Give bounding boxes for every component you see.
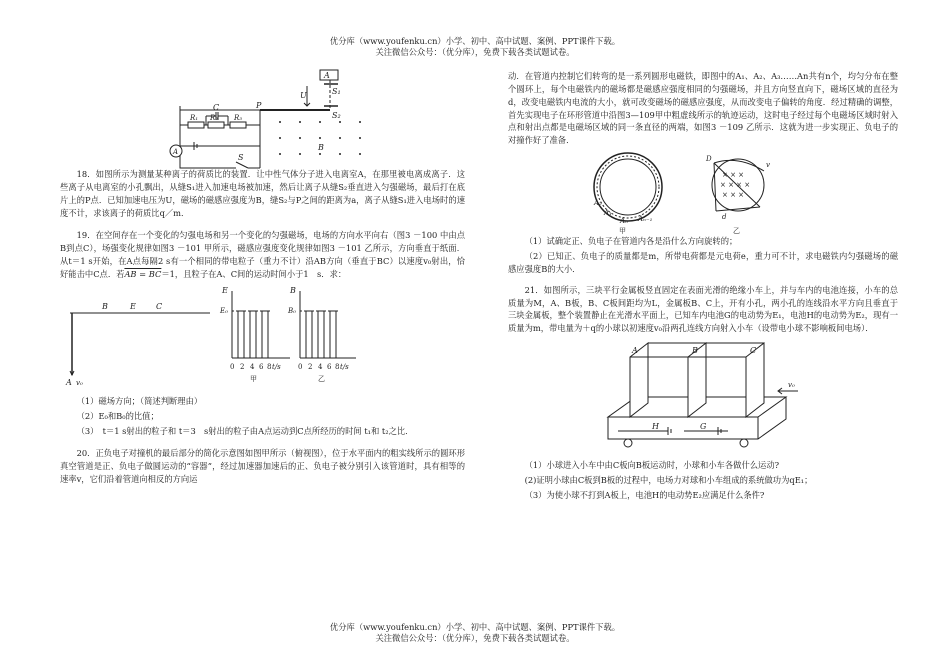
fig20-An1: Aₙ₋₁: [638, 215, 653, 224]
header-line-2: 关注微信公众号：（优分库），免费下载各类试题试卷。: [375, 47, 575, 58]
label-R1: R₁: [190, 114, 199, 122]
fig19-t-unit-yi: t/s: [340, 362, 349, 371]
cart-plates-diagram: [508, 337, 898, 459]
fig19-label-C: C: [156, 301, 163, 311]
fig21-C: C: [750, 346, 757, 356]
figure-ion-mass-spectrometer: [60, 70, 465, 166]
q19-sub-1: （1）磁场方向；（简述判断理由）: [76, 395, 203, 406]
fig19-tick: 8: [267, 362, 272, 371]
fig20-v: v: [766, 161, 770, 170]
label-R3: R₃: [234, 114, 243, 122]
ion-apparatus-diagram: [60, 70, 465, 166]
fig19-tick: 2: [308, 362, 313, 371]
label-S2: S₂: [332, 111, 341, 120]
label-P: P: [256, 101, 262, 110]
page-footer: [0, 622, 950, 644]
fig19-label-v0: v₀: [76, 378, 83, 387]
fig19-B-axis: B: [290, 285, 296, 295]
fig19-tick: 4: [318, 362, 323, 371]
label-S1: S₁: [332, 87, 341, 96]
q20-sub-2: （2）已知正、负电子的质量都是m，所带电荷都是元电荷e，重力可不计，求电磁铁内匀强磁场的磁感应强度B的大小．: [508, 251, 898, 274]
fig21-v0: v₀: [788, 381, 795, 390]
fig19-tick: 2: [240, 362, 245, 371]
fig19-caption-jia: 甲: [250, 374, 257, 383]
fig19-tick: 4: [250, 362, 255, 371]
figure-21: [508, 337, 898, 459]
field-graphs-diagram: [60, 283, 465, 395]
fig20-d: d: [722, 213, 727, 222]
q20-sub-1: （1）试确定正、负电子在管道内各是沿什么方向旋转的；: [524, 236, 738, 247]
label-ammeter: A: [173, 148, 179, 156]
fig19-t-unit-jia: t/s: [272, 362, 281, 371]
label-S: S: [238, 153, 244, 162]
q21-sub-2: (2)证明小球由C板到B板的过程中，电场力对球和小车组成的系统做功为qE₁；: [524, 475, 813, 486]
label-B: B: [318, 143, 324, 152]
fig20-A1: A₁: [604, 209, 612, 218]
fig19-label-A: A: [66, 377, 72, 387]
fig21-G: G: [700, 422, 707, 432]
footer-line-1: 优分库（www.youfenku.cn）小学、初中、高中试题、案例、PPT课件下载。: [329, 622, 621, 632]
fig21-B: B: [692, 346, 698, 356]
question-21: 21．如图所示，三块平行金属板竖直固定在表面光滑的绝缘小车上，并与车内的电池连接，小车的总质量为M，A、B板，B、C板间距均为L，金属板B、C上，开有小孔，两小孔的连线沿水平方向且垂直于三块金属板，整个装置静止在光滑水平面上，已知车内电池G的电动势为E₁，电池H的电动势为E₂，现有一质量为m，带电量为＋q的小球以初速度v₀沿两孔连线方向射入小车（设带电小球不影响板间电场）．: [508, 284, 898, 334]
label-A: A: [324, 71, 330, 80]
footer-line-2: 关注微信公众号：（优分库），免费下载各类试题试卷。: [375, 633, 575, 644]
fig19-caption-yi: 乙: [318, 374, 325, 383]
fig19-label-E: E: [130, 301, 136, 311]
question-18: 18．如图所示为测量某种离子的荷质比的装置．让中性气体分子进入电离室A，在那里被电离成离子．这些离子从电离室的小孔飘出，从缝S₁进入加速电场被加速，然后让离子从缝S₂垂直进入匀强磁场，最后打在底片上的P点．已知加速电压为U，磁场的磁感应强度为B，缝S₂与P之间的距离为a，离子从缝S₁进入电场时的速度不计，求该离子的荷质比q／m．: [60, 169, 465, 218]
fig20-An: Aₙ: [620, 217, 628, 226]
fig19-B0: B₀: [288, 306, 296, 315]
svg-text:× × ×: × × ×: [722, 171, 745, 180]
fig19-tick: 8: [335, 362, 340, 371]
question-20: 20．正负电子对撞机的最后部分的简化示意图如图甲所示（俯视图），位于水平面内的粗实线所示的圆环形真空管道是正、负电子做圆运动的“容器”，经过加速器加速后的正、负电子被分别引入该管道时，具有相等的速率v，它们沿着管道向相反的方向运: [60, 448, 465, 485]
fig20-caption-jia: 甲: [619, 227, 626, 236]
label-R2: R₂: [210, 114, 219, 122]
svg-text:× × ×: × × ×: [722, 191, 745, 200]
collider-ring-diagram: [508, 149, 898, 235]
q19-sub-2: （2）E₀和B₀的比值；: [76, 410, 159, 421]
q21-sub-1: （1）小球进入小车中由C板向B板运动时，小球和小车各做什么运动?: [524, 460, 780, 471]
header-line-1: 优分库（www.youfenku.cn）小学、初中、高中试题、案例、PPT课件下载。: [329, 36, 621, 46]
fig19-tick: 6: [259, 362, 264, 371]
question-20-continued: 动．在管道内控制它们转弯的是一系列圆形电磁铁，即图中的A₁、A₂、A₃……An共有n个，均匀分布在整个圆环上，每个电磁铁内的磁场都是磁感应强度相同的匀强磁场，并且方向竖直向下，磁场区域的直径为d，改变电磁铁内电流的大小，就可改变磁场的磁感应强度，从而改变电子偏转的角度．经过精确的调整，首先实现电子在环形管道中沿图3—109甲中粗虚线所示的轨迹运动，这时电子经过每个电磁场区域时射入点和射出点都是电磁场区域的同一条直径的两端，如图3 －109 乙所示．这就为进一步实现正、负电子的对撞作好了准备．: [508, 71, 898, 146]
figure-19: [60, 283, 465, 395]
q19-fraction: AB = BC: [124, 269, 162, 280]
q19-sub-3: （3） t＝1 s射出的粒子和 t＝3 s射出的粒子由A点运动到C点所经历的时间 t₁和 t₂之比．: [76, 425, 414, 436]
fig19-tick: 0: [298, 362, 303, 371]
fig21-A: A: [632, 346, 638, 356]
q19-text-b: ＝1，且粒子在A、C间的运动时间小于1 s．求：: [161, 269, 347, 280]
right-column: [508, 70, 898, 504]
q19-text-a: 19．在空间存在一个变化的匀强电场和另一个变化的匀强磁场，电场的方向水平向右（图3 －100 中由点B到点C），场强变化规律如图3 －101 甲所示，磁感应强度变化规律如图3 －101 乙所示，方向垂直于纸面．从t＝1 s开始，在A点每隔2 s有一个相同的带电粒子（重力不计）沿AB方向（垂直于BC）以速度v₀射出，恰好能击中C点．若: [60, 230, 465, 280]
fig21-H: H: [652, 422, 659, 432]
fig19-tick: 6: [327, 362, 332, 371]
fig19-E-axis: E: [222, 285, 228, 295]
fig19-label-B: B: [102, 301, 108, 311]
fig20-A2: A₂: [594, 199, 602, 208]
label-C: C: [213, 103, 220, 112]
page-header: [0, 36, 950, 58]
label-U: U: [300, 91, 307, 100]
q21-sub-3: （3）为使小球不打到A板上，电池H的电动势E₂应满足什么条件?: [524, 489, 765, 500]
svg-text:× × × ×: × × × ×: [720, 181, 751, 190]
question-19-intro: [60, 229, 465, 280]
fig19-tick: 0: [230, 362, 235, 371]
left-column: [60, 70, 465, 488]
figure-20: [508, 149, 898, 235]
fig20-caption-yi: 乙: [733, 227, 740, 236]
fig20-D: D: [706, 155, 712, 164]
fig19-E0: E₀: [220, 306, 228, 315]
